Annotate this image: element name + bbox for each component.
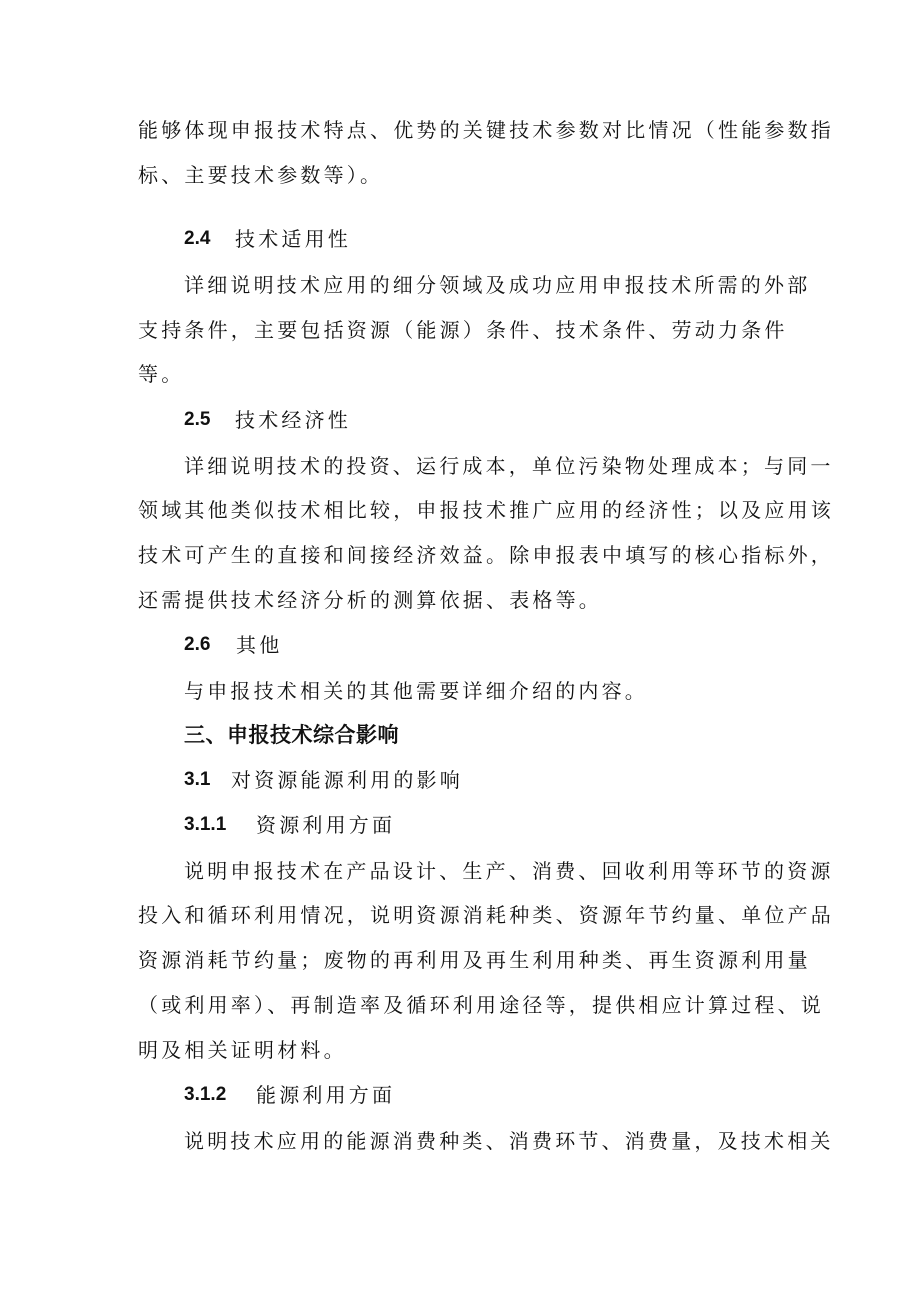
section-title: 技术适用性: [235, 227, 351, 251]
chapter-heading: 三、申报技术综合影响: [184, 723, 399, 747]
section-title: 其他: [236, 633, 283, 657]
paragraph-line: 资源消耗节约量；废物的再利用及再生利用种类、再生资源利用量: [138, 948, 811, 972]
section-number: 2.5: [184, 409, 211, 430]
paragraph-line: 领域其他类似技术相比较，申报技术推广应用的经济性；以及应用该: [138, 498, 834, 522]
paragraph-line: 技术可产生的直接和间接经济效益。除申报表中填写的核心指标外，: [138, 543, 834, 567]
paragraph-line: 支持条件，主要包括资源（能源）条件、技术条件、劳动力条件: [138, 318, 788, 342]
section-number: 2.6: [184, 634, 211, 655]
paragraph-line: 还需提供技术经济分析的测算依据、表格等。: [138, 588, 602, 612]
paragraph-line: 明及相关证明材料。: [138, 1038, 347, 1062]
paragraph-line: （或利用率）、再制造率及循环利用途径等，提供相应计算过程、说: [138, 993, 824, 1017]
section-title: 资源利用方面: [256, 813, 396, 837]
paragraph-line: 等。: [138, 362, 185, 386]
paragraph-line: 详细说明技术的投资、运行成本，单位污染物处理成本；与同一: [184, 454, 834, 478]
paragraph-line: 投入和循环利用情况，说明资源消耗种类、资源年节约量、单位产品: [138, 903, 834, 927]
section-number: 3.1.1: [184, 814, 227, 835]
section-number: 3.1: [184, 769, 211, 790]
section-number: 3.1.2: [184, 1084, 227, 1105]
section-title: 对资源能源利用的影响: [231, 768, 463, 792]
section-title: 技术经济性: [235, 408, 351, 432]
paragraph-line: 与申报技术相关的其他需要详细介绍的内容。: [184, 679, 648, 703]
paragraph-line: 说明申报技术在产品设计、生产、消费、回收利用等环节的资源: [184, 859, 834, 883]
paragraph-line: 说明技术应用的能源消费种类、消费环节、消费量，及技术相关: [184, 1129, 834, 1153]
paragraph-line: 详细说明技术应用的细分领域及成功应用申报技术所需的外部: [184, 273, 811, 297]
paragraph-line: 能够体现申报技术特点、优势的关键技术参数对比情况（性能参数指: [138, 118, 834, 142]
paragraph-line: 标、主要技术参数等）。: [138, 163, 384, 187]
section-title: 能源利用方面: [256, 1083, 396, 1107]
section-number: 2.4: [184, 228, 211, 249]
